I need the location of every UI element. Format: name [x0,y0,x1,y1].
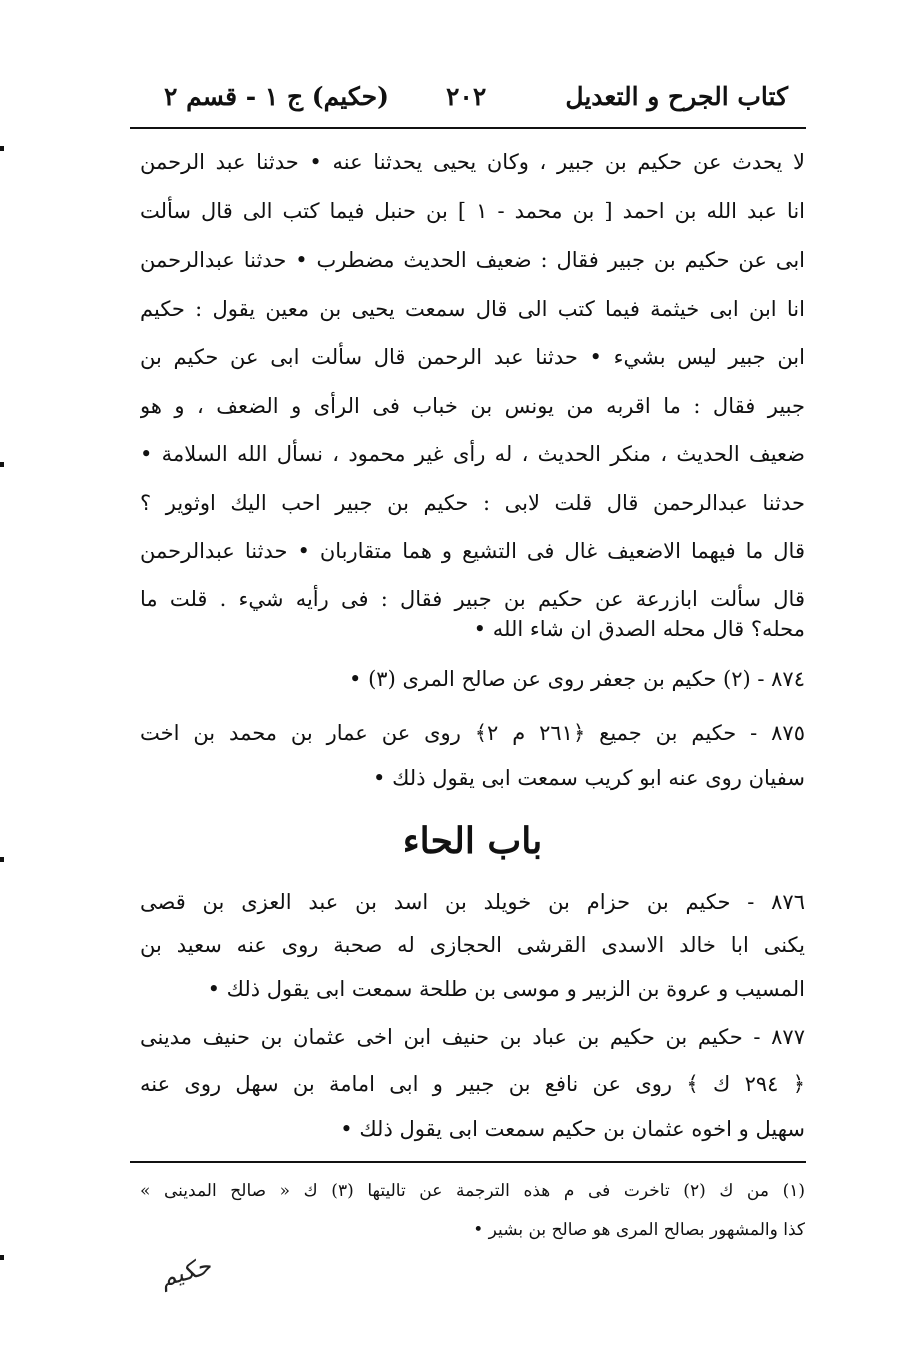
entry-875-line: سفيان روى عنه ابو كريب سمعت ابى يقول ذلك • [373,766,805,790]
entry-877-line: ٨٧٧ - حكيم بن حكيم بن عباد بن حنيف ابن اخى عثمان بن حنيف مدينى [140,1025,805,1049]
body-line: انا ابن ابى خيثمة فيما كتب الى قال سمعت يحيى بن معين يقول : حكيم [140,297,805,321]
margin-mark [0,1255,4,1260]
entry-875-line: ٨٧٥ - حكيم بن جميع ﴿٢٦١ م ٢﴾ روى عن عمار بن محمد بن اخت [140,721,805,745]
entry-877-line: ﴿ ٢٩٤ ك ﴾ روى عن نافع بن جبير و ابى امامة بن سهل روى عنه [140,1072,805,1096]
body-line: ضعيف الحديث ، منكر الحديث ، له رأى غير محمود ، نسأل الله السلامة • [140,442,805,466]
footnote-line: (١) من ك (٢) تاخرت فى م هذه الترجمة عن تاليتها (٣) ك « صالح المدينى » [140,1181,805,1201]
body-line: ابى عن حكيم بن جبير فقال : ضعيف الحديث مضطرب • حدثنا عبدالرحمن [140,248,805,272]
page-number: ٢٠٢ [446,82,487,111]
entry-876-line: يكنى ابا خالد الاسدى القرشى الحجازى له صحبة روى عنه سعيد بن [140,933,805,957]
page-header [130,78,806,122]
footnote-rule [130,1161,806,1163]
body-line: ابن جبير ليس بشيء • حدثنا عبد الرحمن قال سألت ابى عن حكيم بن [140,345,805,369]
book-title: كتاب الجرح و التعديل [565,82,788,111]
margin-mark [0,146,4,151]
margin-mark [0,462,4,467]
volume-section-label: (حكيم) ج ١ - قسم ٢ [164,82,389,111]
body-line: لا يحدث عن حكيم بن جبير ، وكان يحيى يحدثنا عنه • حدثنا عبد الرحمن [140,150,805,174]
body-line: جبير فقال : ما اقربه من يونس بن خباب فى الرأى و الضعف ، و هو [140,394,805,418]
body-line: انا عبد الله بن احمد [ بن محمد - ١ ] بن حنبل فيما كتب الى قال سألت [140,199,805,223]
footnote-line: كذا والمشهور بصالح المرى هو صالح بن بشير • [473,1220,805,1240]
margin-mark [0,857,4,862]
body-line: حدثنا عبدالرحمن قال قلت لابى : حكيم بن جبير احب اليك اوثوير ؟ [140,491,805,515]
body-line: قال ما فيهما الاضعيف غال فى التشيع و هما متقاربان • حدثنا عبدالرحمن [140,539,805,563]
handwritten-note: حكيم [157,1251,215,1293]
section-heading: باب الحاء [402,820,543,862]
entry-876-line: المسيب و عروة بن الزبير و موسى بن طلحة سمعت ابى يقول ذلك • [207,977,805,1001]
body-line: محله؟ قال محله الصدق ان شاء الله • [473,617,805,641]
entry-876-line: ٨٧٦ - حكيم بن حزام بن خويلد بن اسد بن عبد العزى بن قصى [140,890,805,914]
body-line: قال سألت ابازرعة عن حكيم بن جبير فقال : فى رأيه شيء . قلت ما [140,587,805,611]
header-rule [130,127,806,129]
entry-877-line: سهيل و اخوه عثمان بن حكيم سمعت ابى يقول ذلك • [340,1117,805,1141]
entry-874: ٨٧٤ - (٢) حكيم بن جعفر روى عن صالح المرى (٣) • [349,667,805,691]
